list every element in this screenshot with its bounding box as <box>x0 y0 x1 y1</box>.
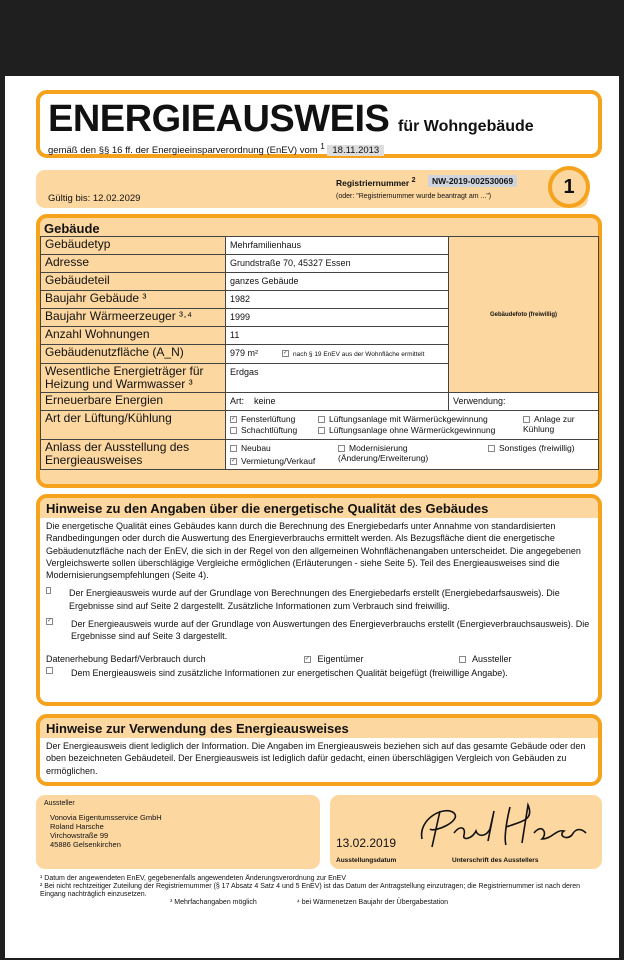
issue-date-label: Ausstellungsdatum <box>336 857 397 864</box>
row-label: Wesentliche Energieträger für Heizung und Warmwasser ³ <box>41 364 226 393</box>
title-box <box>36 90 602 158</box>
row-value: 1999 <box>226 309 449 327</box>
checkbox-checked[interactable]: ✓ <box>283 350 289 357</box>
page-number-badge: 1 <box>548 166 590 208</box>
table-row: Erneuerbare Energien Art: keine Verwendung: <box>41 393 599 411</box>
signature-label: Unterschrift des Ausstellers <box>452 857 539 864</box>
law-reference: gemäß den §§ 16 ff. der Energieeinsparverordnung (EnEV) vom $^1$ 18.11.2013 <box>48 142 384 156</box>
issuer-address: Vonovia Eigentumsservice GmbH Roland Harsche Virchowstraße 99 45886 Gelsenkirchen <box>50 813 162 849</box>
option-sonstiges[interactable]: Sonstiges (freiwillig) <box>488 443 594 453</box>
table-row <box>41 440 599 470</box>
row-value: Erdgas <box>226 364 449 393</box>
signature-box <box>330 795 602 869</box>
quality-intro: Die energetische Qualität eines Gebäudes kann durch die Berechnung des Energiebedarfs unter Annahme von standardisierten Randbedingungen oder durch die Auswertung des Energieverbrauchs ermittelt werden. Als Bezugsfläche dient die energetische Gebäudenutzfläche nach der EnEV, die sich in der Regel von den allgemeinen Wohnflächenangaben unterscheidet. Die angegebenen Vergleichswerte sollen überschlägige Vergleiche ermöglichen (Erläuterungen - siehe Seite 5). Teil des Energieausweises sind die Modernisierungsempfehlungen (Seite 4). <box>46 521 581 581</box>
option-lueftung-mit-wrg[interactable]: Lüftungsanlage mit Wärmerückgewinnung <box>318 414 523 425</box>
option-schachtlueftung[interactable]: Schachtlüftung <box>230 425 318 436</box>
option-lueftung-ohne-wrg[interactable]: Lüftungsanlage ohne Wärmerückgewinnung <box>318 425 523 436</box>
quality-notes-section <box>36 494 602 706</box>
table-row <box>41 237 599 255</box>
option-issuer[interactable]: Aussteller <box>459 653 512 665</box>
row-value: Grundstraße 70, 45327 Essen <box>226 255 449 273</box>
row-label: Baujahr Wärmeerzeuger ³·⁴ <box>41 309 226 327</box>
document-title: ENERGIEAUSWEIS <box>48 98 390 140</box>
row-label: Gebäudenutzfläche (A_N) <box>41 345 226 364</box>
row-label: Anlass der Ausstellung des Energieausweises <box>41 440 226 470</box>
data-collection-label: Datenerhebung Bedarf/Verbrauch durch <box>46 653 206 664</box>
row-label: Gebäudetyp <box>41 237 226 255</box>
building-table <box>40 236 599 470</box>
issuer-label: Aussteller <box>44 800 75 807</box>
row-label: Adresse <box>41 255 226 273</box>
building-heading: Gebäude <box>44 221 100 236</box>
row-label: Baujahr Gebäude ³ <box>41 291 226 309</box>
row-label: Gebäudeteil <box>41 273 226 291</box>
option-neubau[interactable]: Neubau <box>230 443 338 453</box>
option-modernisierung[interactable]: Modernisierung (Änderung/Erweiterung) <box>338 443 429 463</box>
row-value: Mehrfamilienhaus <box>226 237 449 255</box>
footnotes: ¹ Datum der angewendeten EnEV, gegebenenfalls angewendeten Änderungsverordnung zur EnEV ² Bei nicht rechtzeitiger Zuteilung der Registriernummer (§ 17 Absatz 4 Satz 4 und 5 EnEV) ist das Datum der Antragstellung einzutragen; die Registriernummer ist nach deren Eingang nachträglich einzusetzen. ³ Mehrfachangaben möglich ⁴ bei Wärmenetzen Baujahr der Übergabestation <box>40 875 581 906</box>
option-vermietung-verkauf[interactable]: ✓ Vermietung/Verkauf <box>231 456 316 466</box>
option-extra-info[interactable]: Dem Energieausweis sind zusätzliche Informationen zur energetischen Qualität beigefügt (freiwillige Angabe). <box>46 667 592 679</box>
registration-number: NW-2019-002530069 <box>428 175 517 187</box>
row-value: ganzes Gebäude <box>226 273 449 291</box>
registration-label: Registriernummer $^2$ <box>336 176 416 188</box>
quality-heading: Hinweise zu den Angaben über die energetische Qualität des Gebäudes <box>40 498 598 518</box>
signature-image <box>414 799 594 851</box>
issue-date: 13.02.2019 <box>336 836 397 850</box>
issuer-box <box>36 795 320 869</box>
option-fensterlueftung[interactable]: ✓ Fensterlüftung <box>231 414 296 424</box>
usage-text: Der Energieausweis dient lediglich der Information. Die Angaben im Energieausweis beziehen sich auf das gesamte Gebäude oder den oben bezeichneten Gebäudeteil. Der Energieausweis ist lediglich dafür gedacht, einen überschlägigen Vergleich von Gebäuden zu ermöglichen. <box>46 741 586 776</box>
row-label: Art der Lüftung/Kühlung <box>41 411 226 440</box>
row-value: 979 m² ✓ nach § 19 EnEV aus der Wohnfläche ermittelt <box>226 345 449 364</box>
valid-until: Gültig bis: 12.02.2029 <box>48 193 141 204</box>
usage-heading: Hinweise zur Verwendung des Energieausweises <box>40 718 598 738</box>
option-demand-certificate[interactable]: Der Energieausweis wurde auf der Grundlage von Berechnungen des Energiebedarfs erstellt (Energiebedarfsausweis). Die Ergebnisse sind auf Seite 2 dargestellt. Zusätzliche Informationen zum Verbrauch sind freiwillig. <box>46 587 592 612</box>
row-value: 1982 <box>226 291 449 309</box>
document-subtitle: für Wohngebäude <box>398 118 534 135</box>
option-kuehlung[interactable]: Anlage zur Kühlung <box>523 414 575 434</box>
usage-notes-section <box>36 714 602 786</box>
renewable-use: Verwendung: <box>449 393 599 411</box>
registration-note: (oder: "Registriernummer wurde beantragt am ...") <box>336 193 492 200</box>
renewable-type: keine <box>254 396 276 406</box>
row-value: 11 <box>226 327 449 345</box>
law-date: 18.11.2013 <box>327 145 384 156</box>
table-row <box>41 411 599 440</box>
row-label: Anzahl Wohnungen <box>41 327 226 345</box>
building-photo-placeholder: Gebäudefoto (freiwillig) <box>449 237 599 393</box>
validity-band <box>36 170 588 208</box>
option-owner[interactable]: ✓ Eigentümer <box>305 653 364 664</box>
row-label: Erneuerbare Energien <box>41 393 226 411</box>
building-section <box>36 214 602 488</box>
option-consumption-certificate[interactable]: ✓ Der Energieausweis wurde auf der Grundlage von Auswertungen des Energieverbrauchs erstellt (Energieverbrauchsausweis). Die Ergebnisse sind auf Seite 3 dargestellt. <box>47 618 590 642</box>
